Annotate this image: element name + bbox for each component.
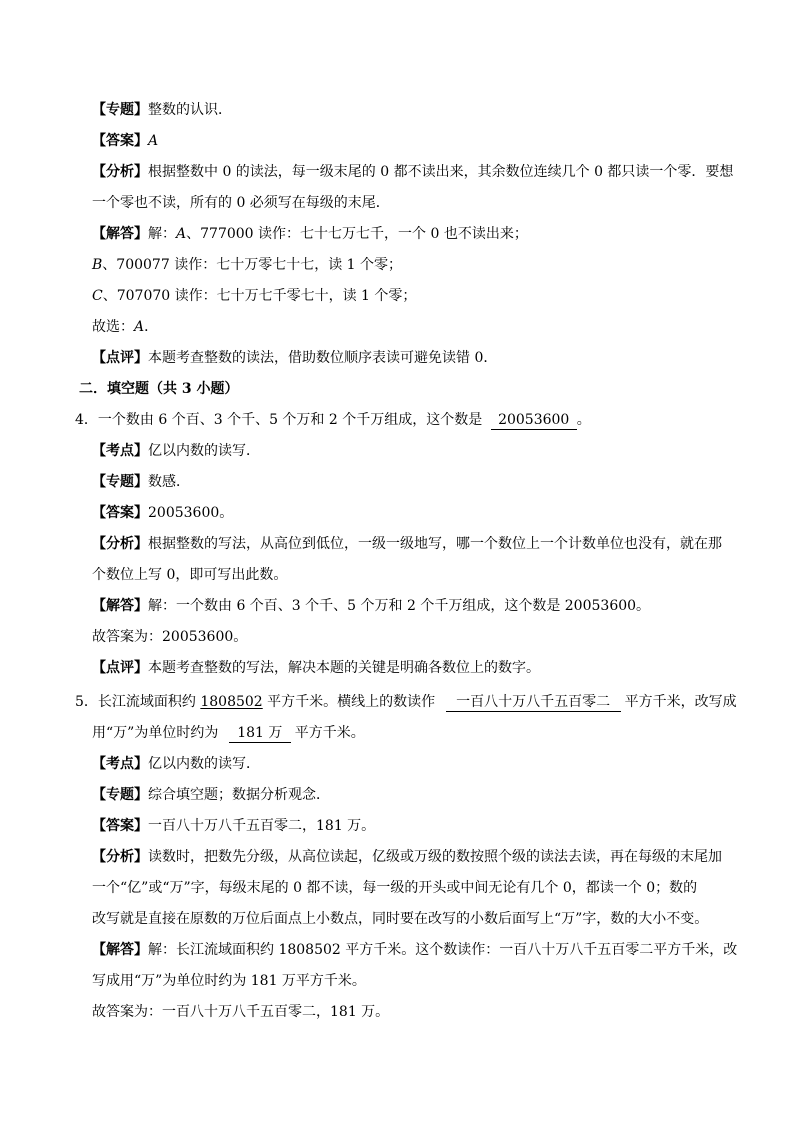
- stem-text: 4．一个数由 6 个百、3 个千、5 个万和 2 个千万组成，这个数是: [75, 412, 483, 428]
- stem-text: 5．长江流域面积约: [75, 694, 201, 710]
- solution-text: 、700077 读作：七十万零七十七，读 1 个零；: [102, 257, 402, 273]
- solution-text: 、707070 读作：七十万七千零七十，读 1 个零；: [102, 288, 417, 304]
- q4-answer-line: [92, 503, 233, 523]
- q4-final-line: 故答案为：20053600。: [92, 629, 248, 645]
- underlined-number: 1808502: [200, 694, 263, 710]
- analysis-text: 改写就是直接在原数的万位后面点上小数点，同时要在改写的小数后面写上“万”字，数的大小不变。: [92, 911, 709, 927]
- answer-text: 20053600。: [148, 505, 234, 521]
- topic-tag: 【专题】: [92, 102, 148, 118]
- solution-text: 写成用“万”为单位时约为 181 万平方千米。: [92, 973, 366, 989]
- q3-topic-line: [92, 100, 232, 120]
- solution-text: 解：一个数由 6 个百、3 个千、5 个万和 2 个千万组成，这个数是 20053600。: [148, 598, 651, 614]
- q4-analysis-line-2: [92, 565, 287, 585]
- q4-point-line: [92, 441, 260, 461]
- analysis-text: 根据整数的写法，从高位到低位，一级一级地写，哪一个数位上一个计数单位也没有，就在那: [148, 536, 722, 552]
- solution-tag: 【解答】: [92, 226, 148, 242]
- q5-analysis-line-1: [92, 847, 722, 867]
- solution-text: 解：: [148, 226, 176, 242]
- q5-analysis-line-3: [92, 909, 708, 929]
- q4-topic-line: [92, 472, 190, 492]
- analysis-tag: 【分析】: [92, 849, 148, 865]
- comment-text: 本题考查整数的读法，借助数位顺序表读可避免读错 0．: [148, 350, 498, 366]
- point-text: 亿以内数的读写．: [148, 756, 260, 772]
- answer-text: 一百八十万八千五百零二，181 万。: [148, 818, 376, 834]
- option-letter: B: [92, 257, 103, 273]
- solution-text: 解：长江流域面积约 1808502 平方千米。这个数读作：一百八十万八千五百零二平方千米，改: [148, 942, 738, 958]
- analysis-tag: 【分析】: [92, 536, 148, 552]
- q5-final-line: 故答案为：一百八十万八千五百零二，181 万。: [92, 1004, 390, 1020]
- answer-text: A: [148, 133, 159, 149]
- stem-text: 平方千米。横线上的数读作: [262, 694, 436, 710]
- solution-tag: 【解答】: [92, 942, 148, 958]
- point-tag: 【考点】: [92, 443, 148, 459]
- q4-stem: [75, 410, 591, 430]
- analysis-text: 一个“亿”或“万”字，每级末尾的 0 都不读，每一级的开头或中间无论有几个 0，都读一个 0；数的: [92, 880, 698, 896]
- q5-solution-line-2: [92, 971, 366, 991]
- q3-choice-line: [92, 317, 158, 337]
- analysis-text: 根据整数中 0 的读法，每一级末尾的 0 都不读出来，其余数位连续几个 0 都只读一个零．要想: [148, 164, 734, 180]
- q5-stem-line-1: [75, 692, 737, 712]
- topic-text: 整数的认识．: [148, 102, 232, 118]
- analysis-tag: 【分析】: [92, 164, 148, 180]
- option-letter: C: [92, 288, 103, 304]
- analysis-text: 个数位上写 0，即可写出此数。: [92, 567, 288, 583]
- stem-text: 平方千米，改写成: [624, 694, 737, 710]
- q3-solution-line-3: [92, 286, 416, 306]
- q5-analysis-line-2: [92, 878, 697, 898]
- solution-text: 、777000 读作：七十七万七千，一个 0 也不读出来；: [186, 226, 528, 242]
- choice-text: 故选：: [92, 319, 134, 335]
- q3-solution-line-2: [92, 255, 402, 275]
- topic-tag: 【专题】: [92, 474, 148, 490]
- q4-comment-line: [92, 658, 540, 678]
- topic-text: 综合填空题；数据分析观念．: [148, 787, 330, 803]
- point-text: 亿以内数的读写．: [148, 443, 260, 459]
- answer-blank: 20053600: [491, 412, 577, 430]
- option-letter: A: [176, 226, 187, 242]
- topic-tag: 【专题】: [92, 787, 148, 803]
- point-tag: 【考点】: [92, 756, 148, 772]
- comment-tag: 【点评】: [92, 660, 148, 676]
- topic-text: 数感．: [148, 474, 190, 490]
- solution-tag: 【解答】: [92, 598, 148, 614]
- answer-blank: 一百八十万八千五百零二: [446, 694, 621, 712]
- stem-text: 用“万”为单位时约为: [92, 725, 219, 741]
- q3-answer-line: [92, 131, 158, 151]
- stem-text: 。: [576, 412, 591, 428]
- section-title: 二．填空题（共 3 小题）: [79, 381, 239, 397]
- answer-blank: 181 万: [229, 725, 291, 743]
- option-letter: A: [134, 319, 145, 335]
- answer-tag: 【答案】: [92, 818, 148, 834]
- q3-analysis-line-2: [92, 193, 390, 213]
- q5-answer-line: [92, 816, 375, 836]
- q3-comment-line: [92, 348, 497, 368]
- q5-point-line: [92, 754, 260, 774]
- answer-tag: 【答案】: [92, 133, 148, 149]
- analysis-text: 读数时，把数先分级，从高位读起，亿级或万级的数按照个级的读法去读，再在每级的末尾加: [148, 849, 722, 865]
- answer-tag: 【答案】: [92, 505, 148, 521]
- q5-stem-line-2: [92, 723, 365, 743]
- q4-analysis-line-1: [92, 534, 722, 554]
- q3-solution-line-1: [92, 224, 528, 244]
- q5-solution-line-1: [92, 940, 737, 960]
- comment-text: 本题考查整数的写法，解决本题的关键是明确各数位上的数字。: [148, 660, 540, 676]
- choice-text: ．: [144, 319, 159, 335]
- q3-analysis-line-1: [92, 162, 733, 182]
- stem-text: 平方千米。: [294, 725, 365, 741]
- q4-solution-line: [92, 596, 650, 616]
- analysis-text: 一个零也不读，所有的 0 必须写在每级的末尾．: [92, 195, 390, 211]
- comment-tag: 【点评】: [92, 350, 148, 366]
- q5-topic-line: [92, 785, 330, 805]
